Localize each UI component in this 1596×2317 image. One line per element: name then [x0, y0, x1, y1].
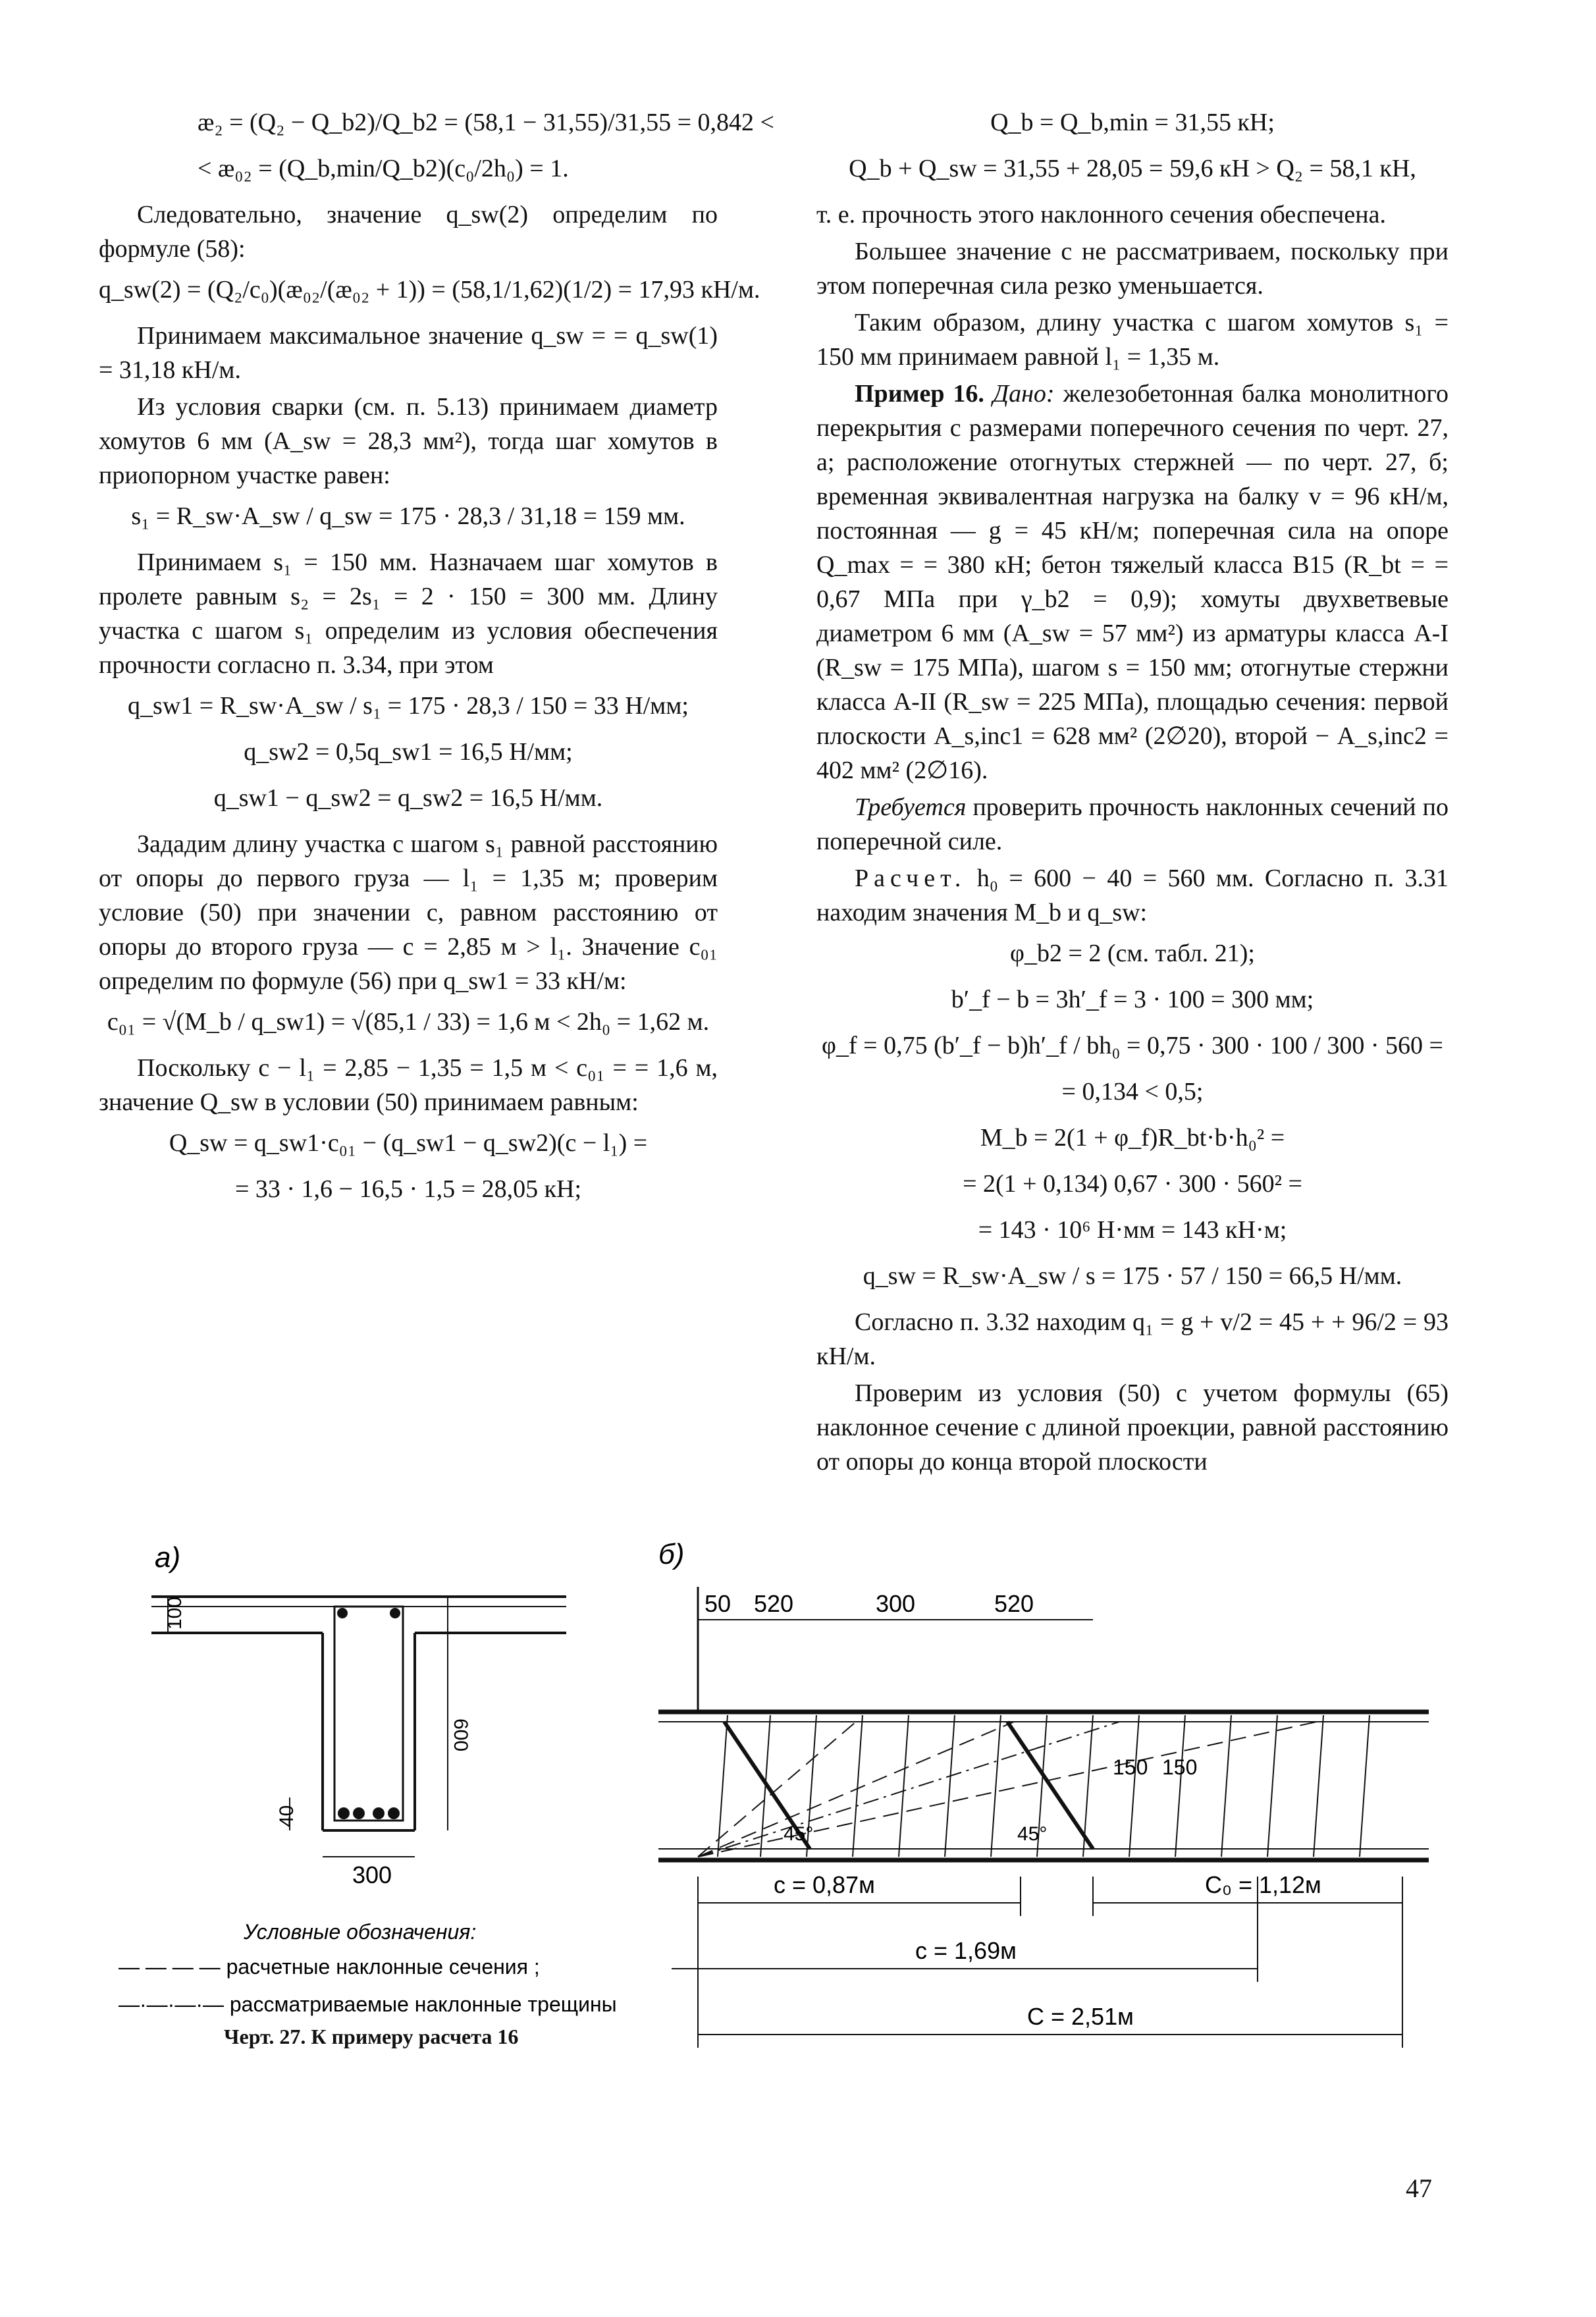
dimension-label: 600	[450, 1718, 471, 1752]
requirement-text: проверить прочность наклонных сечений по поперечной силе.	[816, 793, 1449, 855]
example-paragraph	[816, 377, 1449, 787]
formula: s₁ = R_sw·A_sw / q_sw = 175 · 28,3 / 31,18 = 159 мм.	[131, 502, 685, 530]
formula: q_sw1 − q_sw2 = q_sw2 = 16,5 Н/мм.	[213, 784, 603, 812]
calc-label: Расчет.	[855, 865, 967, 892]
figure-caption: Черт. 27. К примеру расчета 16	[224, 2025, 519, 2048]
paragraph: Принимаем максимальное значение q_sw = = q_sw(1) = 31,18 кН/м.	[99, 322, 718, 384]
calc-text: h₀ = 600 − 40 = 560 мм. Согласно п. 3.31 находим значения M_b и q_sw:	[816, 865, 1449, 926]
formula: q_sw2 = 0,5q_sw1 = 16,5 Н/мм;	[244, 738, 573, 766]
angle-label: 45°	[784, 1823, 814, 1845]
paragraph: Согласно п. 3.32 находим q₁ = g + v/2 = 45 + + 96/2 = 93 кН/м.	[816, 1308, 1449, 1370]
example-heading: Пример 16.	[855, 380, 984, 408]
legend-item: —·—·—·— рассматриваемые наклонные трещины	[119, 1992, 617, 2016]
formula: = 0,134 < 0,5;	[1061, 1078, 1204, 1105]
formula: Q_b + Q_sw = 31,55 + 28,05 = 59,6 кН > Q₂ = 58,1 кН,	[849, 155, 1416, 182]
paragraph: т. е. прочность этого наклонного сечения обеспечена.	[816, 201, 1386, 228]
formula: æ₂ = (Q₂ − Q_b2)/Q_b2 = (58,1 − 31,55)/31,55 = 0,842 <	[198, 109, 774, 136]
c0-dimension: C₀ = 1,12м	[1205, 1871, 1321, 1898]
stirrup-spacing-label: 150	[1162, 1755, 1198, 1779]
dimension-label: 40	[276, 1805, 298, 1827]
figure-label-b: б)	[658, 1538, 685, 1570]
formula: φ_b2 = 2 (см. табл. 21);	[1010, 940, 1255, 967]
formula: = 33 · 1,6 − 16,5 · 1,5 = 28,05 кН;	[234, 1175, 582, 1203]
dimension-label: 100	[164, 1596, 186, 1630]
right-column	[816, 99, 1449, 1481]
paragraph: Следовательно, значение q_sw(2) определим по формуле (58):	[99, 201, 718, 263]
paragraph: Большее значение c не рассматриваем, поскольку при этом поперечная сила резко уменьшается.	[816, 238, 1449, 300]
top-dimension: 300	[876, 1590, 916, 1617]
paragraph: Проверим из условия (50) с учетом формулы (65) наклонное сечение с длиной проекции, равной расстоянию от опоры до конца второй плоскости	[816, 1379, 1449, 1476]
c-dimension: c = 0,87м	[774, 1871, 875, 1898]
formula: q_sw1 = R_sw·A_sw / s₁ = 175 · 28,3 / 150 = 33 Н/мм;	[128, 692, 689, 720]
paragraph: Таким образом, длину участка с шагом хомутов s₁ = 150 мм принимаем равной l₁ = 1,35 м.	[816, 309, 1449, 371]
calculation-paragraph	[816, 861, 1449, 930]
paragraph: Поскольку c − l₁ = 2,85 − 1,35 = 1,5 м < c₀₁ = = 1,6 м, значение Q_sw в условии (50) принимаем равным:	[99, 1054, 718, 1116]
formula: φ_f = 0,75 (b′_f − b)h′_f / bh₀ = 0,75 · 300 · 100 / 300 · 560 =	[822, 1032, 1443, 1059]
legend-title: Условные обозначения:	[244, 1920, 477, 1944]
rebar-dots	[337, 1608, 400, 1819]
formula: Q_sw = q_sw1·c₀₁ − (q_sw1 − q_sw2)(c − l₁) =	[169, 1129, 648, 1157]
dimension-label: 300	[352, 1861, 392, 1888]
formula: q_sw = R_sw·A_sw / s = 175 · 57 / 150 = 66,5 Н/мм.	[863, 1262, 1402, 1290]
formula: M_b = 2(1 + φ_f)R_bt·b·h₀² =	[980, 1124, 1285, 1152]
paragraph: Из условия сварки (см. п. 5.13) принимаем диаметр хомутов 6 мм (A_sw = 28,3 мм²), тогда шаг хомутов в приопорном участке равен:	[99, 393, 718, 489]
stirrup-spacing-label: 150	[1113, 1755, 1148, 1779]
paragraph: Принимаем s₁ = 150 мм. Назначаем шаг хомутов в пролете равным s₂ = 2s₁ = 2 · 150 = 300 мм. Длину участка с шагом s₁ определим из условия обеспечения прочности согласно п. 3.34, при этом	[99, 548, 718, 679]
c-dimension: c = 1,69м	[915, 1937, 1017, 1964]
formula: < æ₀₂ = (Q_b,min/Q_b2)(c₀/2h₀) = 1.	[198, 155, 569, 182]
beam-elevation	[658, 1587, 1429, 1860]
page-number: 47	[1406, 2173, 1432, 2203]
given-label: Дано:	[992, 380, 1055, 408]
formula: Q_b = Q_b,min = 31,55 кН;	[990, 109, 1275, 136]
formula: q_sw(2) = (Q₂/c₀)(æ₀₂/(æ₀₂ + 1)) = (58,1/1,62)(1/2) = 17,93 кН/м.	[99, 276, 760, 304]
formula: = 2(1 + 0,134) 0,67 · 300 · 560² =	[963, 1170, 1302, 1198]
top-dimension: 520	[994, 1590, 1034, 1617]
legend-item: — — — — расчетные наклонные сечения ;	[119, 1955, 540, 1979]
top-dimension: 50	[705, 1590, 732, 1617]
requirement-paragraph	[816, 790, 1449, 859]
c-dimension: C = 2,51м	[1027, 2003, 1134, 2030]
example-text: железобетонная балка монолитного перекрытия с размерами поперечного сечения по черт. 27, а; расположение отогнутых стержней — по черт. 27, б; временная эквивалентная нагрузка на балку v = 96 кН/м, постоянная — g = 45 кН/м; поперечная сила на опоре Q_max = = 380 кН; бетон тяжелый класса В15 (R_bt = = 0,67 МПа при γ_b2 = 0,9); хомуты двухветвевые диаметром 6 мм (A_sw = 57 мм²) из арматуры класса А-I (R_sw = 175 МПа), шагом s = 150 мм; отогнутые стержни класса А-II (R_sw = 225 МПа), площадью сечения: первой плоскости A_s,inc1 = 628 мм² (2∅20), второй − A_s,inc2 = 402 мм² (2∅16).	[816, 380, 1449, 784]
top-dimension: 520	[754, 1590, 794, 1617]
angle-label: 45°	[1017, 1823, 1048, 1845]
figure-label-a: а)	[155, 1541, 181, 1574]
left-column	[99, 99, 774, 1218]
formula: = 143 · 10⁶ Н·мм = 143 кН·м;	[978, 1216, 1287, 1244]
required-label: Требуется	[855, 793, 967, 821]
formula: b′_f − b = 3h′_f = 3 · 100 = 300 мм;	[951, 986, 1314, 1013]
formula: c₀₁ = √(M_b / q_sw1) = √(85,1 / 33) = 1,6 м < 2h₀ = 1,62 м.	[107, 1008, 710, 1036]
paragraph: Зададим длину участка с шагом s₁ равной расстоянию от опоры до первого груза — l₁ = 1,35 м; проверим условие (50) при значении c, равном расстоянию от опоры до второго груза — c = 2,85 м > l₁. Значение c₀₁ определим по формуле (56) при q_sw1 = 33 кН/м:	[99, 830, 718, 995]
